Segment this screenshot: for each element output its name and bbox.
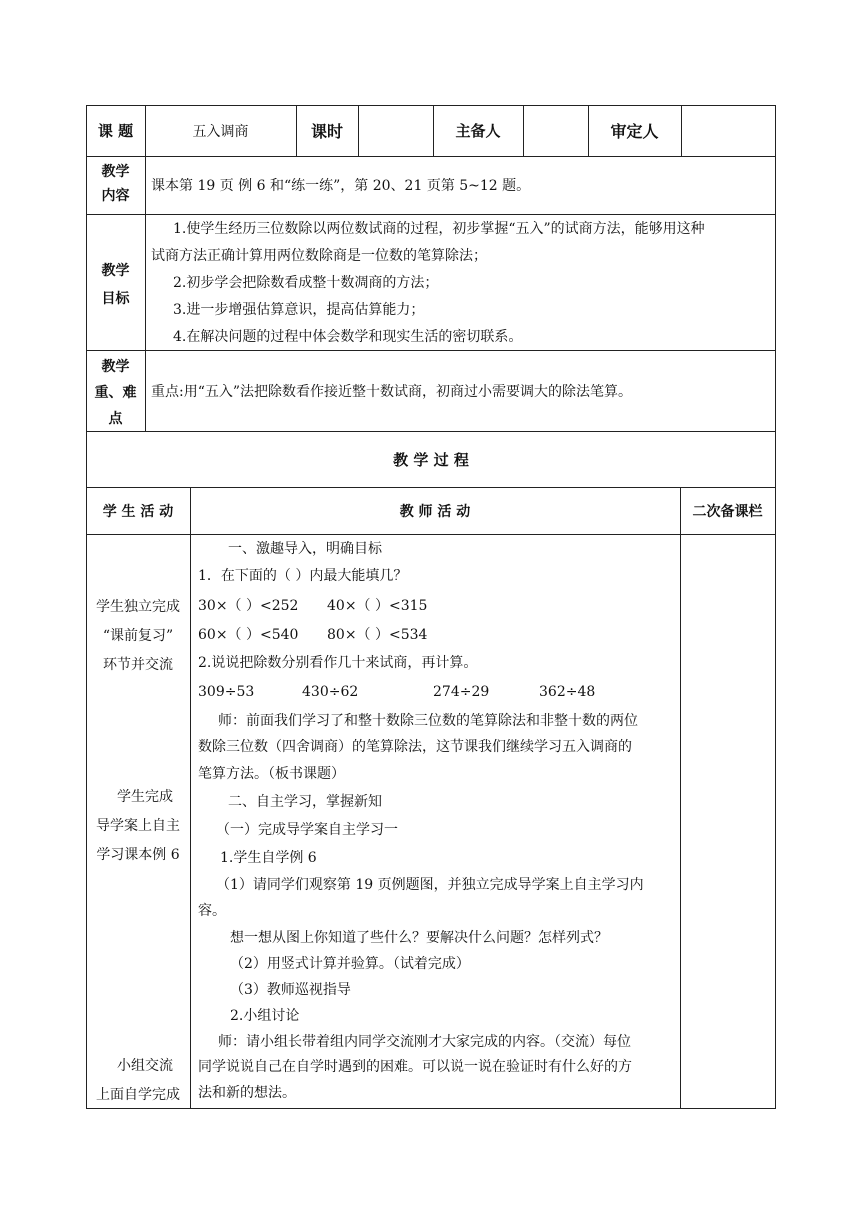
- question-2-item: 309÷53: [198, 684, 255, 700]
- question-1-item: 80×（ ）<534: [327, 627, 428, 643]
- student-block-1: [86, 593, 190, 680]
- col-divider: [190, 487, 191, 1108]
- keypoints-label-line: 教学: [101, 359, 130, 375]
- content-text: 课本第 19 页 例 6 和“练一练”，第 20、21 页第 5~12 题。: [151, 178, 531, 194]
- keypoints-label-line: 重、难: [94, 385, 137, 401]
- period-label: 课时: [310, 122, 343, 141]
- step-1-a: 容。: [198, 903, 226, 919]
- step-2-line: 同学说说自己在自学时遇到的困难。可以说一说在验证时有什么好的方: [198, 1059, 632, 1075]
- keypoints-label: [86, 354, 145, 432]
- goal-item-2: 2.初步学会把除数看成整十数凋商的方法；: [173, 275, 439, 291]
- reviewer-value: [681, 105, 775, 156]
- student-block-3: [86, 1052, 190, 1110]
- step-2: 2.小组讨论: [230, 1008, 300, 1024]
- topic-value: 五入调商: [192, 123, 249, 140]
- section-2-subtitle: （一）完成导学案自主学习一: [216, 822, 398, 838]
- question-1: 1．在下面的（ ）内最大能填几？: [198, 568, 408, 584]
- question-1-item: 30×（ ）<252: [198, 598, 299, 614]
- question-2: 2.说说把除数分别看作几十来试商，再计算。: [198, 655, 478, 671]
- student-block-2: [86, 783, 190, 870]
- student-note-line: 学生完成: [117, 789, 173, 805]
- content-label-line: 内容: [101, 188, 130, 204]
- question-1-item: 40×（ ）<315: [327, 598, 428, 614]
- student-note-line: 学习课本例 6: [96, 847, 180, 863]
- content-label-line: 教学: [101, 164, 130, 180]
- step-1-b: （2）用竖式计算并验算。（试着完成）: [230, 956, 470, 972]
- step-2-line: 法和新的想法。: [198, 1085, 296, 1101]
- keypoints-label-line: 点: [108, 411, 123, 427]
- preparer-value: [523, 105, 588, 156]
- row-divider: [86, 156, 776, 157]
- period-value: [358, 105, 433, 156]
- table-border-right: [775, 105, 776, 1109]
- section-1-title: 一、激趣导入，明确目标: [228, 541, 382, 557]
- goal-item-4: 4.在解决问题的过程中体会数学和现实生活的密切联系。: [173, 329, 523, 345]
- intro-line: 师：前面我们学习了和整十数除三位数的笔算除法和非整十数的两位: [218, 713, 638, 729]
- reviewer-label: 审定人: [610, 122, 659, 141]
- column-header-student: 学 生 活 动: [102, 503, 174, 520]
- question-2-item: 274÷29: [433, 684, 490, 700]
- section-2-title: 二、自主学习，掌握新知: [228, 794, 382, 810]
- step-2-line: 师：请小组长带着组内同学交流刚才大家完成的内容。（交流）每位: [218, 1034, 631, 1050]
- intro-line: 数除三位数（四舍调商）的笔算除法，这节课我们继续学习五入调商的: [198, 739, 632, 755]
- goals-label: [86, 257, 145, 313]
- goal-item-3: 3.进一步增强估算意识，提高估算能力；: [173, 302, 425, 318]
- process-title: 教 学 过 程: [393, 450, 469, 469]
- goal-item-1-line1: 1.使学生经历三位数除以两位数试商的过程，初步掌握“五入”的试商方法，能够用这种: [173, 221, 705, 237]
- student-note-line: “课前复习”: [102, 628, 174, 644]
- step-1: 1.学生自学例 6: [220, 850, 317, 866]
- step-1-think: 想一想从图上你知道了些什么？要解决什么问题？怎样列式？: [230, 930, 608, 946]
- intro-line: 笔算方法。（板书课题）: [198, 766, 345, 782]
- question-2-item: 362÷48: [539, 684, 596, 700]
- question-1-item: 60×（ ）<540: [198, 627, 299, 643]
- column-header-notes: 二次备课栏: [692, 503, 763, 520]
- column-header-teacher: 教 师 活 动: [399, 503, 471, 520]
- goals-label-line: 教学: [101, 263, 130, 279]
- step-1-c: （3）教师巡视指导: [230, 982, 351, 998]
- goal-item-1-line2: 试商方法正确计算用两位数除商是一位数的笔算除法；: [151, 248, 487, 264]
- student-note-line: 上面自学完成: [96, 1087, 180, 1103]
- student-note-line: 环节并交流: [103, 657, 173, 673]
- student-note-line: 小组交流: [117, 1058, 173, 1074]
- content-label: [86, 160, 145, 208]
- row-divider: [86, 214, 776, 215]
- student-note-line: 导学案上自主: [96, 818, 180, 834]
- preparer-label: 主备人: [455, 122, 501, 140]
- col-divider: [680, 487, 681, 1108]
- question-2-item: 430÷62: [302, 684, 359, 700]
- keypoints-text: 重点:用“五入”法把除数看作接近整十数试商，初商过小需要调大的除法笔算。: [151, 384, 633, 400]
- row-divider: [86, 350, 776, 351]
- step-1-a: （1）请同学们观察第 19 页例题图，并独立完成导学案上自主学习内: [216, 877, 644, 893]
- goals-label-line: 目标: [101, 291, 130, 307]
- student-note-line: 学生独立完成: [96, 599, 180, 615]
- topic-label: 课 题: [97, 122, 134, 140]
